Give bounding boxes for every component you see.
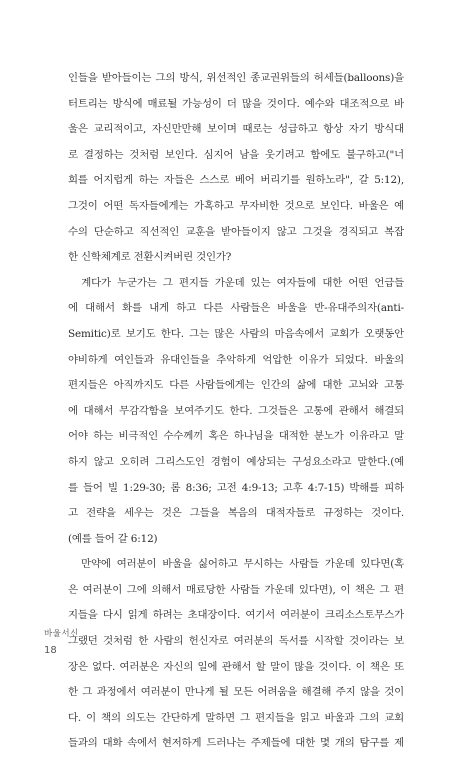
body-text [68, 66, 404, 757]
text-line: 에 대해서 무감각함을 보여주기도 한다. 그것들은 고통에 관해서 해결되 [68, 404, 404, 417]
text-line: 은 여러분이 그에 의해서 매료당한 사람들 가운데 있다면), 이 책은 그 편 [68, 583, 404, 596]
text-line: 인들을 받아들이는 그의 방식, 위선적인 종교권위들의 허세들(balloons)을 [68, 72, 404, 84]
page-number: 18 [44, 645, 57, 656]
text-line: 야비하게 여인들과 유대인들을 추악하게 억압한 이유가 되었다. 바울의 [68, 353, 404, 366]
text-line: 하지 않고 오히려 그리스도인 경험이 예상되는 구성요소라고 말한다.(예 [68, 455, 404, 468]
text-line: 어야 하는 비극적인 수수께끼 혹은 하나님을 대적한 분노가 이유라고 말 [68, 430, 404, 443]
text-line: 로 결정하는 것처럼 보인다. 심지어 남을 웃기려고 함에도 불구하고("너 [68, 148, 404, 161]
text-line: 를 들어 빌 1:29-30; 롬 8:36; 고전 4:9-13; 고후 4:7-15) 박해를 피하 [68, 481, 404, 494]
text-line: 계다가 누군가는 그 편지들 가운데 있는 여자들에 대한 어떤 언급들 [68, 276, 404, 289]
text-line: 울은 교리적이고, 자신만만해 보이며 때로는 성급하고 항상 자기 방식대 [68, 123, 404, 136]
text-line: 장은 없다. 여러분은 자신의 일에 관해서 할 말이 많을 것이다. 이 책은 또 [68, 660, 404, 673]
running-title: 바울서신 [44, 629, 79, 639]
text-line: 터트리는 방식에 매료될 가능성이 더 많을 것이다. 예수와 대조적으로 바 [68, 97, 404, 110]
text-line: 다. 이 책의 의도는 간단하게 말하면 그 편지들을 읽고 바울과 그의 교회 [68, 711, 404, 724]
text-line: 편지들은 아직까지도 다른 사람들에게는 인간의 삶에 대한 고뇌와 고통 [68, 379, 404, 392]
text-line: 고 전략을 세우는 것은 그들을 복음의 대적자들로 규정하는 것이다. [68, 507, 404, 520]
text-line: 그것이 어떤 독자들에게는 가혹하고 무자비한 것으로 보인다. 바울은 예 [68, 199, 404, 212]
text-line: 희를 어지럽게 하는 자들은 스스로 베어 버리기를 원하노라", 갈 5:12), [68, 174, 404, 187]
text-line: 그랬던 것처럼 한 사람의 헌신자로 여러분의 독서를 시작할 것이라는 보 [68, 635, 404, 648]
text-line: 한 신학체계로 전환시켜버린 것인가? [68, 251, 232, 264]
text-line: 지들을 다시 읽게 하려는 초대장이다. 여기서 여러분이 크리소스토무스가 [68, 609, 404, 622]
text-line: 들과의 대화 속에서 현저하게 드러나는 주제들에 대한 몇 개의 탐구를 제 [68, 737, 404, 750]
text-line: Semitic)로 보기도 한다. 그는 많은 사람의 마음속에서 교회가 오랫동안 [68, 327, 404, 340]
page-footer [44, 627, 79, 658]
text-line: 한 그 과정에서 여러분이 만나게 될 모든 어려움을 해결해 주지 않을 것이 [68, 686, 404, 699]
text-line: (예를 들어 갈 6:12) [68, 532, 158, 545]
text-line: 만약에 여러분이 바울을 싫어하고 무시하는 사람들 가운데 있다면(혹 [68, 558, 404, 571]
text-line: 에 대해서 화를 내게 하고 다른 사람들은 바울을 반-유대주의자(anti- [68, 302, 404, 315]
text-line: 수의 단순하고 직선적인 교훈을 받아들이지 않고 그것을 경직되고 복잡 [68, 225, 404, 238]
